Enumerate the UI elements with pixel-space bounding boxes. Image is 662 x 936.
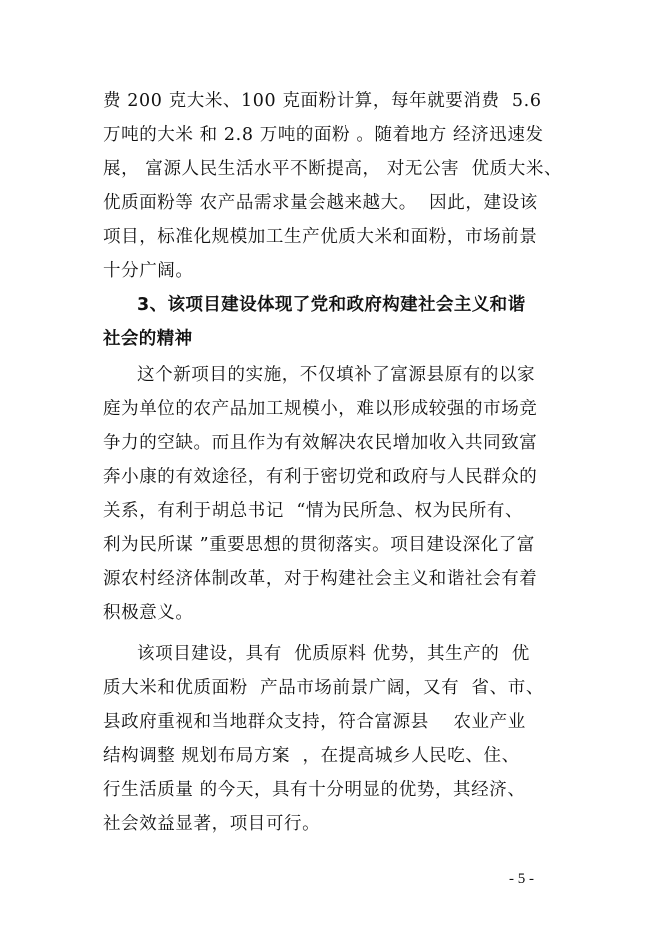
paragraph-line: 费 200 克大米、100 克面粉计算，每年就要消费 5.6 (103, 91, 542, 111)
paragraph-line: 争力的空缺。而且作为有效解决农民增加收入共同致富 (103, 433, 538, 453)
paragraph-line: 奔小康的有效途径，有利于密切党和政府与人民群众的 (103, 467, 538, 487)
paragraph-line: 县政府重视和当地群众支持，符合富源县 农业产业 (103, 712, 526, 732)
paragraph-line: 关系，有利于胡总书记 “情为民所急、权为民所有、 (103, 501, 524, 521)
paragraph-line: 行生活质量 的今天，具有十分明显的优势，其经济、 (103, 780, 526, 800)
paragraph-line: 项目，标准化规模加工生产优质大米和面粉，市场前景 (103, 227, 538, 247)
paragraph-line: 万吨的大米 和 2.8 万吨的面粉 。随着地方 经济迅速发 (103, 125, 544, 145)
paragraph-line: 源农村经济体制改革，对于构建社会主义和谐社会有着 (103, 569, 538, 589)
paragraph-line: 利为民所谋 ”重要思想的贯彻落实。项目建设深化了富 (103, 535, 536, 555)
paragraph-line: 质大米和优质面粉 产品市场前景广阔，又有 省、市、 (103, 678, 544, 698)
paragraph-line: 展， 富源人民生活水平不断提高， 对无公害 优质大米、 (103, 159, 563, 179)
paragraph-line: 这个新项目的实施，不仅填补了富源县原有的以家 (137, 365, 536, 385)
section-heading: 3、该项目建设体现了党和政府构建社会主义和谐 (137, 295, 526, 315)
paragraph-line: 积极意义。 (103, 603, 194, 623)
page-number: - 5 - (509, 871, 534, 887)
paragraph-line: 庭为单位的农产品加工规模小，难以形成较强的市场竞 (103, 399, 538, 419)
paragraph-line: 十分广阔。 (103, 261, 194, 281)
paragraph-line: 该项目建设，具有 优质原料 优势，其生产的 优 (137, 644, 530, 664)
section-heading: 社会的精神 (103, 329, 193, 349)
paragraph-line: 社会效益显著，项目可行。 (103, 814, 321, 834)
paragraph-line: 优质面粉等 农产品需求量会越来越大。 因此，建设该 (103, 193, 538, 213)
paragraph-line: 结构调整 规划布局方案 ，在提高城乡人民吃、住、 (103, 746, 520, 766)
